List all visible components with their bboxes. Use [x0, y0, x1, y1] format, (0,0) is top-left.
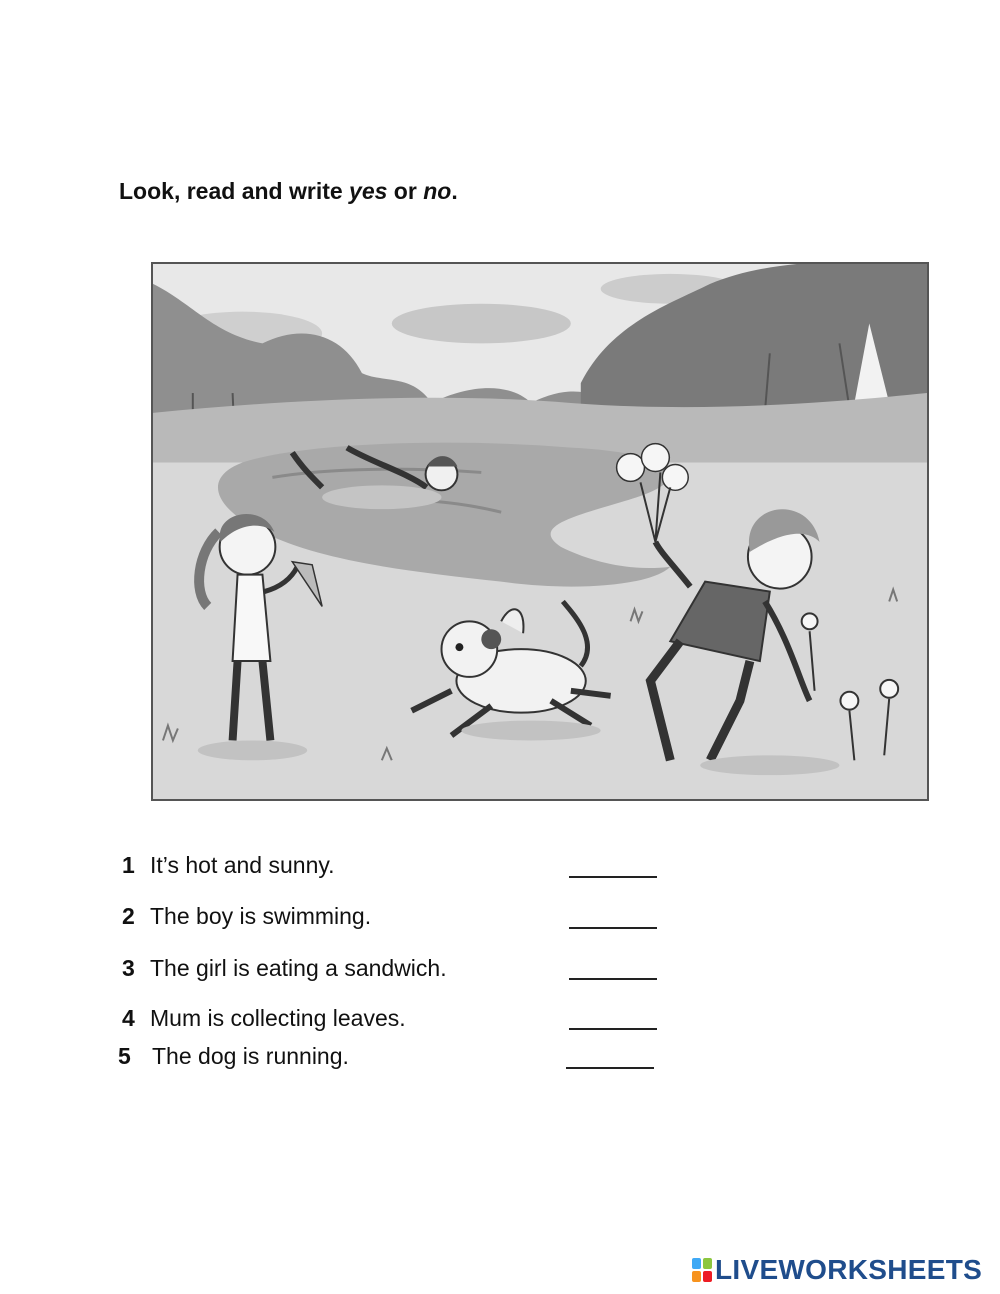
question-text: Mum is collecting leaves.	[150, 1005, 406, 1031]
question-text: The dog is running.	[152, 1043, 349, 1069]
question-number: 5	[118, 1043, 131, 1069]
instruction-word-yes: yes	[349, 178, 388, 204]
liveworksheets-logo	[692, 1254, 982, 1286]
instruction-prefix: Look, read and write	[119, 178, 350, 204]
instruction-heading	[119, 178, 458, 205]
question-number: 4	[122, 1005, 135, 1031]
instruction-middle: or	[387, 178, 424, 204]
instruction-suffix: .	[451, 178, 458, 204]
question-number: 3	[122, 955, 135, 981]
park-scene-illustration	[151, 262, 929, 801]
answer-blank-1[interactable]	[569, 876, 657, 878]
question-number: 1	[122, 852, 135, 878]
answer-blank-5[interactable]	[566, 1067, 654, 1069]
logo-squares-icon	[692, 1258, 712, 1282]
question-text: It’s hot and sunny.	[150, 852, 335, 878]
question-text: The girl is eating a sandwich.	[150, 955, 447, 981]
question-number: 2	[122, 903, 135, 929]
instruction-word-no: no	[423, 178, 452, 204]
question-text: The boy is swimming.	[150, 903, 372, 929]
logo-text: LIVEWORKSHEETS	[715, 1254, 983, 1285]
answer-blank-2[interactable]	[569, 927, 657, 929]
answer-blank-4[interactable]	[569, 1028, 657, 1030]
answer-blank-3[interactable]	[569, 978, 657, 980]
